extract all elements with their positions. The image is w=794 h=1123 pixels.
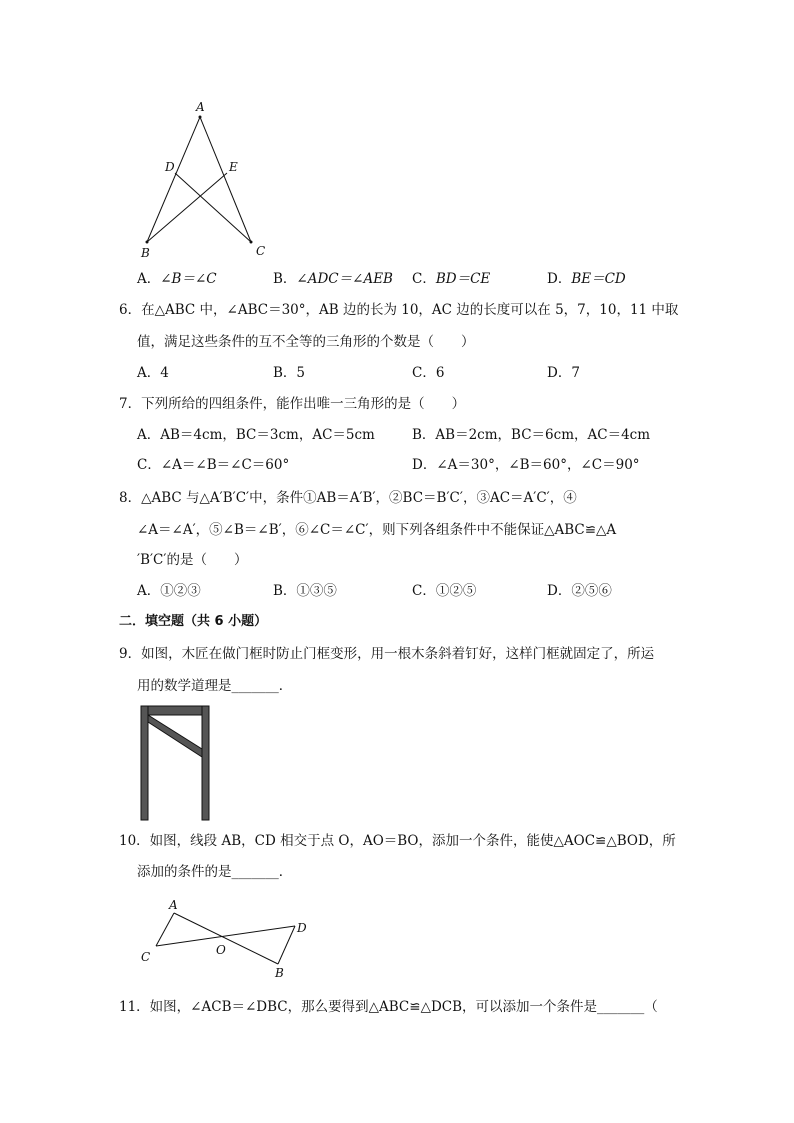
q10-stem-line1: 10．如图，线段 AB，CD 相交于点 O，AO＝BO，添加一个条件，能使△AOC≌△BOD，所 [119, 833, 676, 849]
label-c: C [256, 244, 266, 258]
frame-left-post [141, 706, 148, 820]
q9-stem-line2: 用的数学道理是_______． [137, 678, 293, 694]
q5-option-c[interactable]: C．BD＝CE [412, 271, 491, 287]
label-b: B [141, 246, 150, 260]
q6-option-b[interactable]: B．5 [273, 365, 306, 381]
question-9 [119, 645, 679, 695]
q7-option-a[interactable]: A．AB＝4cm，BC＝3cm，AC＝5cm [137, 427, 375, 443]
triangle-figure-q5 [130, 95, 280, 265]
q8-stem-line2: ∠A＝∠A′，⑤∠B＝∠B′，⑥∠C＝∠C′，则下列各组条件中不能保证△ABC≌△A [137, 522, 617, 538]
q5-options [137, 270, 697, 288]
frame-top-bar [141, 706, 209, 715]
q5-option-a[interactable]: A．∠B＝∠C [137, 271, 217, 287]
q8-option-a[interactable]: A．①②③ [137, 583, 201, 599]
q7-option-b[interactable]: B．AB＝2cm，BC＝6cm，AC＝4cm [412, 427, 651, 443]
label-b: B [275, 966, 284, 980]
label-c: C [141, 950, 151, 964]
crossing-segments-figure-q10 [135, 893, 315, 983]
segment-bd [278, 926, 295, 964]
q10-stem-line2: 添加的条件的是_______． [137, 864, 293, 880]
q6-option-a[interactable]: A．4 [137, 365, 169, 381]
label-e: E [229, 160, 238, 174]
q8-option-d[interactable]: D．②⑤⑥ [547, 583, 612, 599]
question-8 [119, 489, 679, 604]
section-2-title: 二．填空题（共 6 小题） [119, 614, 268, 629]
side-ac [200, 117, 251, 242]
question-11 [119, 998, 689, 1018]
label-d: D [297, 921, 307, 935]
q6-option-d[interactable]: D．7 [547, 365, 580, 381]
q8-stem-line1: 8．△ABC 与△A′B′C′中，条件①AB＝A′B′，②BC＝B′C′，③AC＝A′C′，④ [119, 490, 577, 506]
q5-option-d[interactable]: D．BE＝CD [547, 271, 626, 287]
segment-ac [156, 913, 174, 946]
question-10 [119, 832, 679, 882]
q7-option-c[interactable]: C．∠A＝∠B＝∠C＝60° [137, 457, 290, 473]
q7-option-d[interactable]: D．∠A＝30°，∠B＝60°，∠C＝90° [412, 457, 640, 473]
question-7 [119, 395, 679, 475]
label-a: A [169, 898, 178, 912]
q5-option-b[interactable]: B．∠ADC＝∠AEB [273, 271, 393, 287]
q6-stem-line1: 6．在△ABC 中，∠ABC＝30°，AB 边的长为 10，AC 边的长度可以在 5，7，10，11 中取 [119, 302, 679, 318]
q7-stem: 7．下列所给的四组条件，能作出唯一三角形的是（ ） [119, 396, 466, 412]
q11-stem-line1: 11．如图，∠ACB＝∠DBC，那么要得到△ABC≌△DCB，可以添加一个条件是_______（ [119, 999, 658, 1015]
segment-ab [174, 913, 278, 964]
q8-option-b[interactable]: B．①③⑤ [273, 583, 337, 599]
question-6 [119, 301, 679, 401]
label-a: A [196, 100, 205, 114]
side-ab [147, 117, 200, 242]
diagonal-brace [148, 715, 202, 757]
q8-stem-line3: ′B′C′的是（ ） [137, 552, 248, 568]
door-frame-figure [138, 703, 213, 823]
q6-option-c[interactable]: C．6 [412, 365, 445, 381]
q6-stem-line2: 值，满足这些条件的互不全等的三角形的个数是（ ） [137, 334, 475, 350]
frame-right-post [202, 706, 209, 820]
label-o: O [216, 943, 226, 957]
label-d: D [165, 160, 175, 174]
q8-option-c[interactable]: C．①②⑤ [412, 583, 477, 599]
q9-stem-line1: 9．如图，木匠在做门框时防止门框变形，用一根木条斜着钉好，这样门框就固定了，所运 [119, 646, 655, 662]
